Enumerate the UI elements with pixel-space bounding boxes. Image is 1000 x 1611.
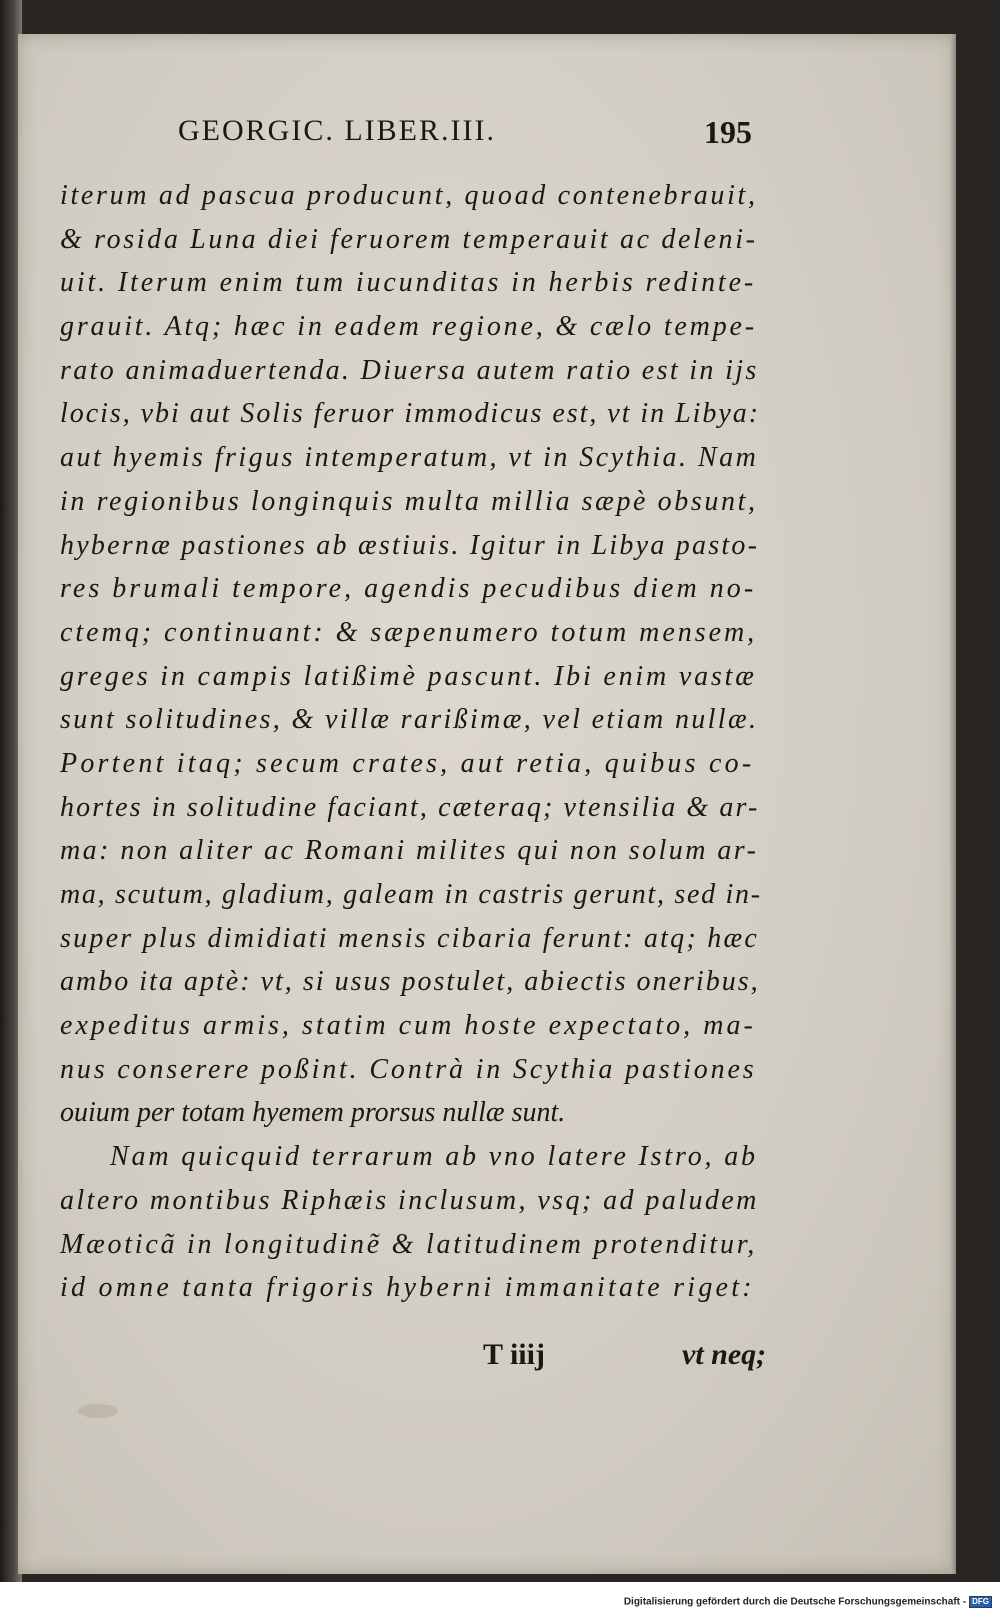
text-line: in regionibus longinquis multa millia sæpè obsunt, [60, 485, 758, 517]
text-line: greges in campis latißimè pascunt. Ibi enim vastæ [60, 660, 757, 692]
text-line: ambo ita aptè: vt, si usus postulet, abiectis oneribus, [60, 966, 760, 998]
dfg-logo: DFG [969, 1596, 992, 1608]
text-line: hortes in solitudine faciant, cæteraq; vtensilia & ar- [60, 791, 760, 823]
paper-stain [78, 1404, 118, 1418]
text-line: altero montibus Riphæis inclusum, vsq; ad paludem [60, 1184, 759, 1216]
text-line: Mæoticã in longitudinẽ & latitudinem protenditur, [60, 1228, 757, 1260]
catchword: vt neq; [682, 1338, 767, 1371]
signature-mark: T iiij [483, 1338, 545, 1371]
text-line: hybernæ pastiones ab æstiuis. Igitur in Libya pasto- [60, 529, 760, 561]
book-page [18, 34, 956, 1574]
text-line: locis, vbi aut Solis feruor immodicus est, vt in Libya: [60, 398, 760, 430]
text-line: iterum ad pascua producunt, quoad contenebrauit, [60, 180, 758, 211]
text-line: expeditus armis, statim cum hoste expectato, ma- [60, 1010, 756, 1042]
text-line: ouium per totam hyemem prorsus nullæ sunt. [60, 1097, 566, 1129]
text-line: res brumali tempore, agendis pecudibus diem no- [60, 573, 757, 605]
page-edge [950, 34, 956, 1574]
digitization-credit [624, 1596, 992, 1608]
text-line: ma, scutum, gladium, galeam in castris gerunt, sed in- [60, 879, 762, 910]
text-line: aut hyemis frigus intemperatum, vt in Scythia. Nam [60, 442, 759, 474]
text-line: uit. Iterum enim tum iucunditas in herbis redinte- [60, 267, 757, 299]
text-line: super plus dimidiati mensis cibaria ferunt: atq; hæc [60, 922, 760, 954]
text-line: id omne tanta frigoris hyberni immanitate riget: [60, 1272, 755, 1304]
text-line: & rosida Luna diei feruorem temperauit ac deleni- [60, 223, 758, 255]
text-line: Portent itaq; secum crates, aut retia, quibus co- [60, 747, 755, 779]
paragraph-first-line: Nam quicquid terrarum ab vno latere Istro, ab [110, 1141, 758, 1173]
running-head: GEORGIC. LIBER.III. [178, 114, 496, 147]
text-line: sunt solitudines, & villæ rarißimæ, vel etiam nullæ. [60, 704, 759, 736]
digitization-credit-text: Digitalisierung gefördert durch die Deutsche Forschungsgemeinschaft - [623, 1596, 967, 1608]
text-line: rato animaduertenda. Diuersa autem ratio est in ijs [60, 354, 759, 386]
text-line: ma: non aliter ac Romani milites qui non solum ar- [60, 835, 759, 867]
text-line: ctemq; continuant: & sæpenumero totum mensem, [60, 616, 758, 648]
body-text [60, 174, 772, 1310]
text-line: nus conserere poßint. Contrà in Scythia pastiones [60, 1053, 757, 1085]
text-line: grauit. Atq; hæc in eadem regione, & cælo tempe- [60, 311, 757, 343]
page-number: 195 [704, 114, 752, 150]
